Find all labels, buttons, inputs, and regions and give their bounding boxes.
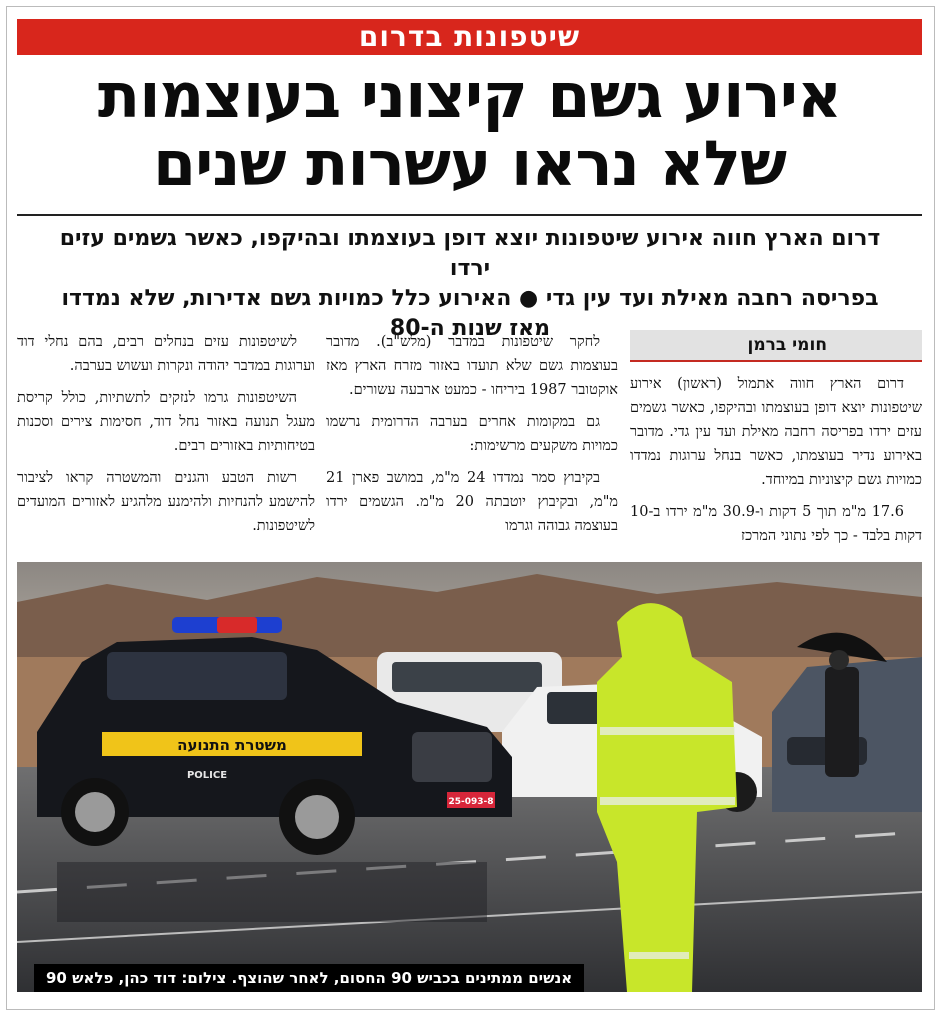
police-rim-rear: [75, 792, 115, 832]
article-column-3: [17, 330, 315, 546]
article-column-2: [326, 330, 618, 546]
paragraph: השיטפונות גרמו לנזקים לתשתיות, כולל קריסת מעגל תנועה באזור נחל דוד, חסימות צירים וסכנות בטיחותיות באזורים רבים.: [17, 390, 315, 454]
subheadline-line-2: בפריסה רחבה מאילת ועד עין גדי ● האירוע כלל כמויות גשם אדירות, שלא נמדדו: [61, 286, 879, 311]
police-car-windows: [107, 652, 287, 700]
person-with-umbrella: [825, 667, 859, 777]
police-label: POLICE: [186, 770, 228, 781]
reflective-stripe: [600, 797, 735, 805]
paragraph: רשות הטבע והגנים והמשטרה קראו לציבור להישמע להנחיות ולהימנע מלהגיע לאזורים המועדים לשיטפונות.: [17, 470, 315, 534]
paragraph: לשיטפונות עזים בנחלים רבים, בהם נחלי דוד וערוגות במדבר יהודה ונקרות ועשוש בערבה.: [17, 334, 315, 374]
police-door-text: משטרת התנועה: [177, 736, 287, 754]
police-grille: [412, 732, 492, 782]
reflective-stripe: [629, 952, 689, 959]
divider-rule: [17, 214, 922, 216]
paragraph: גם במקומות אחרים בערבה הדרומית נרשמו כמויות משקעים מרשימות:: [326, 414, 618, 454]
article-column-1: [630, 330, 922, 556]
license-plate-text: 25-093-8: [448, 797, 494, 807]
police-rim-front: [295, 795, 339, 839]
paragraph: דרום הארץ חווה אתמול (ראשון) אירוע שיטפונות יוצא דופן בעוצמתו ובהיקפו, כאשר גשמים עזים ירדו בפריסה רחבה מאילת ועד עין גדי. מדובר באירוע נדיר בעוצמתו, כאשר בנחל ערוגות נמדדו כמויות גשם קיצוניות במיוחד.: [630, 376, 922, 488]
paragraph: 17.6 מ"מ תוך 5 דקות ו-30.9 מ"מ ירדו ב-10 דקות בלבד - כך לפי נתוני המרכז: [630, 504, 922, 544]
light-bar-red: [217, 617, 257, 633]
subheadline-line-3: מאז שנות ה-80: [389, 316, 551, 341]
paragraph: בקיבוץ סמר נמדדו 24 מ"מ, במושב פארן 21 מ"מ, ובקיבוץ יוטבתה 20 מ"מ. הגשמים ירדו בעוצמה גבוהה וגרמו: [326, 470, 619, 534]
van-window: [392, 662, 542, 692]
headline: [17, 59, 922, 200]
car-reflection: [57, 862, 487, 922]
headline-line-1: אירוע גשם קיצוני בעוצמות: [97, 59, 842, 132]
subheadline: [40, 224, 900, 344]
paragraph: לחקר שיטפונות במדבר (מלש"ב). מדובר בעוצמות גשם שלא תועדו באזור מזרח הארץ מאז אוקטובר 1987 ביריחו - כמעט ארבעה עשורים.: [326, 334, 618, 398]
headline-line-2: שלא נראו עשרות שנים: [152, 127, 787, 200]
byline: חומי ברמן: [630, 330, 922, 362]
photo-illustration: [17, 562, 922, 992]
subheadline-line-1: דרום הארץ חווה אירוע שיטפונות יוצא דופן בעוצמתו ובהיקפו, כאשר גשמים עזים ירדו: [59, 226, 881, 281]
section-banner: שיטפונות בדרום: [17, 19, 922, 55]
reflective-stripe: [600, 727, 735, 735]
news-photo: [17, 562, 922, 992]
photo-caption: אנשים ממתינים בכביש 90 החסום, לאחר שהוצף. צילום: דוד כהן, פלאש 90: [34, 964, 584, 992]
person-head: [829, 650, 849, 670]
